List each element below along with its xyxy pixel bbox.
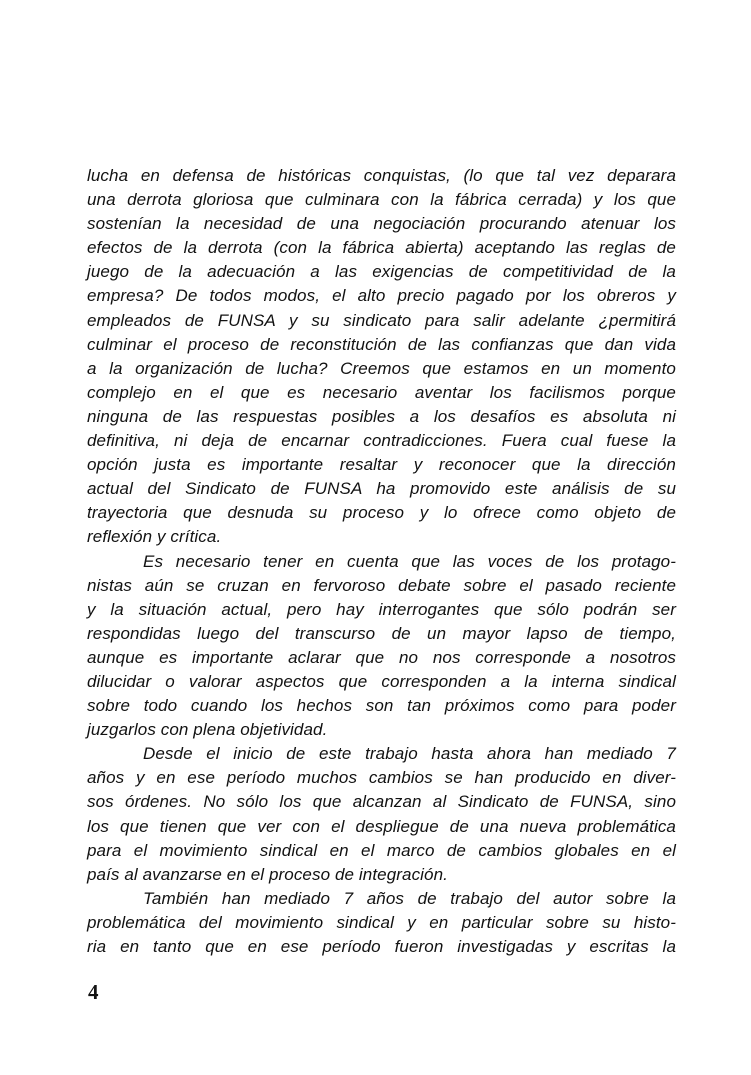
text-line: sos órdenes. No sólo los que alcanzan al Sindicato de FUNSA, sino [87, 792, 676, 812]
text-line: ninguna de las respuestas posibles a los desafíos es absoluta ni [87, 406, 676, 426]
text-line: y la situación actual, pero hay interrogantes que sólo podrán ser [87, 599, 676, 619]
text-line: problemática del movimiento sindical y en particular sobre su histo- [87, 912, 676, 932]
text-line: trayectoria que desnuda su proceso y lo ofrece como objeto de [87, 503, 676, 523]
text-line: nistas aún se cruzan en fervoroso debate sobre el pasado reciente [87, 575, 676, 595]
text-line: país al avanzarse en el proceso de integración. [87, 864, 448, 884]
text-line: lucha en defensa de históricas conquistas, (lo que tal vez deparara [87, 166, 676, 185]
page-number: 4 [88, 980, 99, 1004]
text-line: También han mediado 7 años de trabajo del autor sobre la [143, 888, 676, 908]
text-line: empresa? De todos modos, el alto precio pagado por los obreros y [87, 286, 676, 306]
text-line: Es necesario tener en cuenta que las voces de los protago- [143, 551, 676, 571]
text-line: reflexión y crítica. [87, 527, 222, 547]
text-line: efectos de la derrota (con la fábrica abierta) aceptando las reglas de [87, 238, 676, 258]
text-line: ria en tanto que en ese período fueron investigadas y escritas la [87, 937, 676, 956]
text-line: los que tienen que ver con el despliegue de una nueva problemática [87, 816, 676, 836]
text-line: opción justa es importante resaltar y reconocer que la dirección [87, 455, 676, 475]
text-line: empleados de FUNSA y su sindicato para salir adelante ¿permitirá [87, 310, 676, 330]
text-line: sostenían la necesidad de una negociación procurando atenuar los [87, 214, 676, 234]
text-line: a la organización de lucha? Creemos que estamos en un momento [87, 358, 676, 378]
text-line: dilucidar o valorar aspectos que corresponden a la interna sindical [87, 671, 676, 691]
text-line: juego de la adecuación a las exigencias de competitividad de la [87, 262, 676, 282]
text-line: una derrota gloriosa que culminara con la fábrica cerrada) y los que [87, 190, 676, 210]
text-line: juzgarlos con plena objetividad. [87, 720, 328, 740]
text-line: años y en ese período muchos cambios se han producido en diver- [87, 768, 676, 788]
text-line: culminar el proceso de reconstitución de las confianzas que dan vida [87, 334, 676, 354]
text-line: sobre todo cuando los hechos son tan próximos como para poder [87, 696, 676, 716]
text-line: respondidas luego del transcurso de un mayor lapso de tiempo, [87, 623, 676, 643]
text-line: Desde el inicio de este trabajo hasta ahora han mediado 7 [143, 744, 676, 764]
text-line: actual del Sindicato de FUNSA ha promovido este análisis de su [87, 479, 676, 499]
text-line: para el movimiento sindical en el marco de cambios globales en el [87, 840, 676, 860]
text-line: aunque es importante aclarar que no nos corresponde a nosotros [87, 647, 676, 667]
text-line: complejo en el que es necesario aventar los facilismos porque [87, 382, 676, 402]
text-line: definitiva, ni deja de encarnar contradicciones. Fuera cual fuese la [87, 431, 676, 451]
body-text [87, 164, 676, 959]
